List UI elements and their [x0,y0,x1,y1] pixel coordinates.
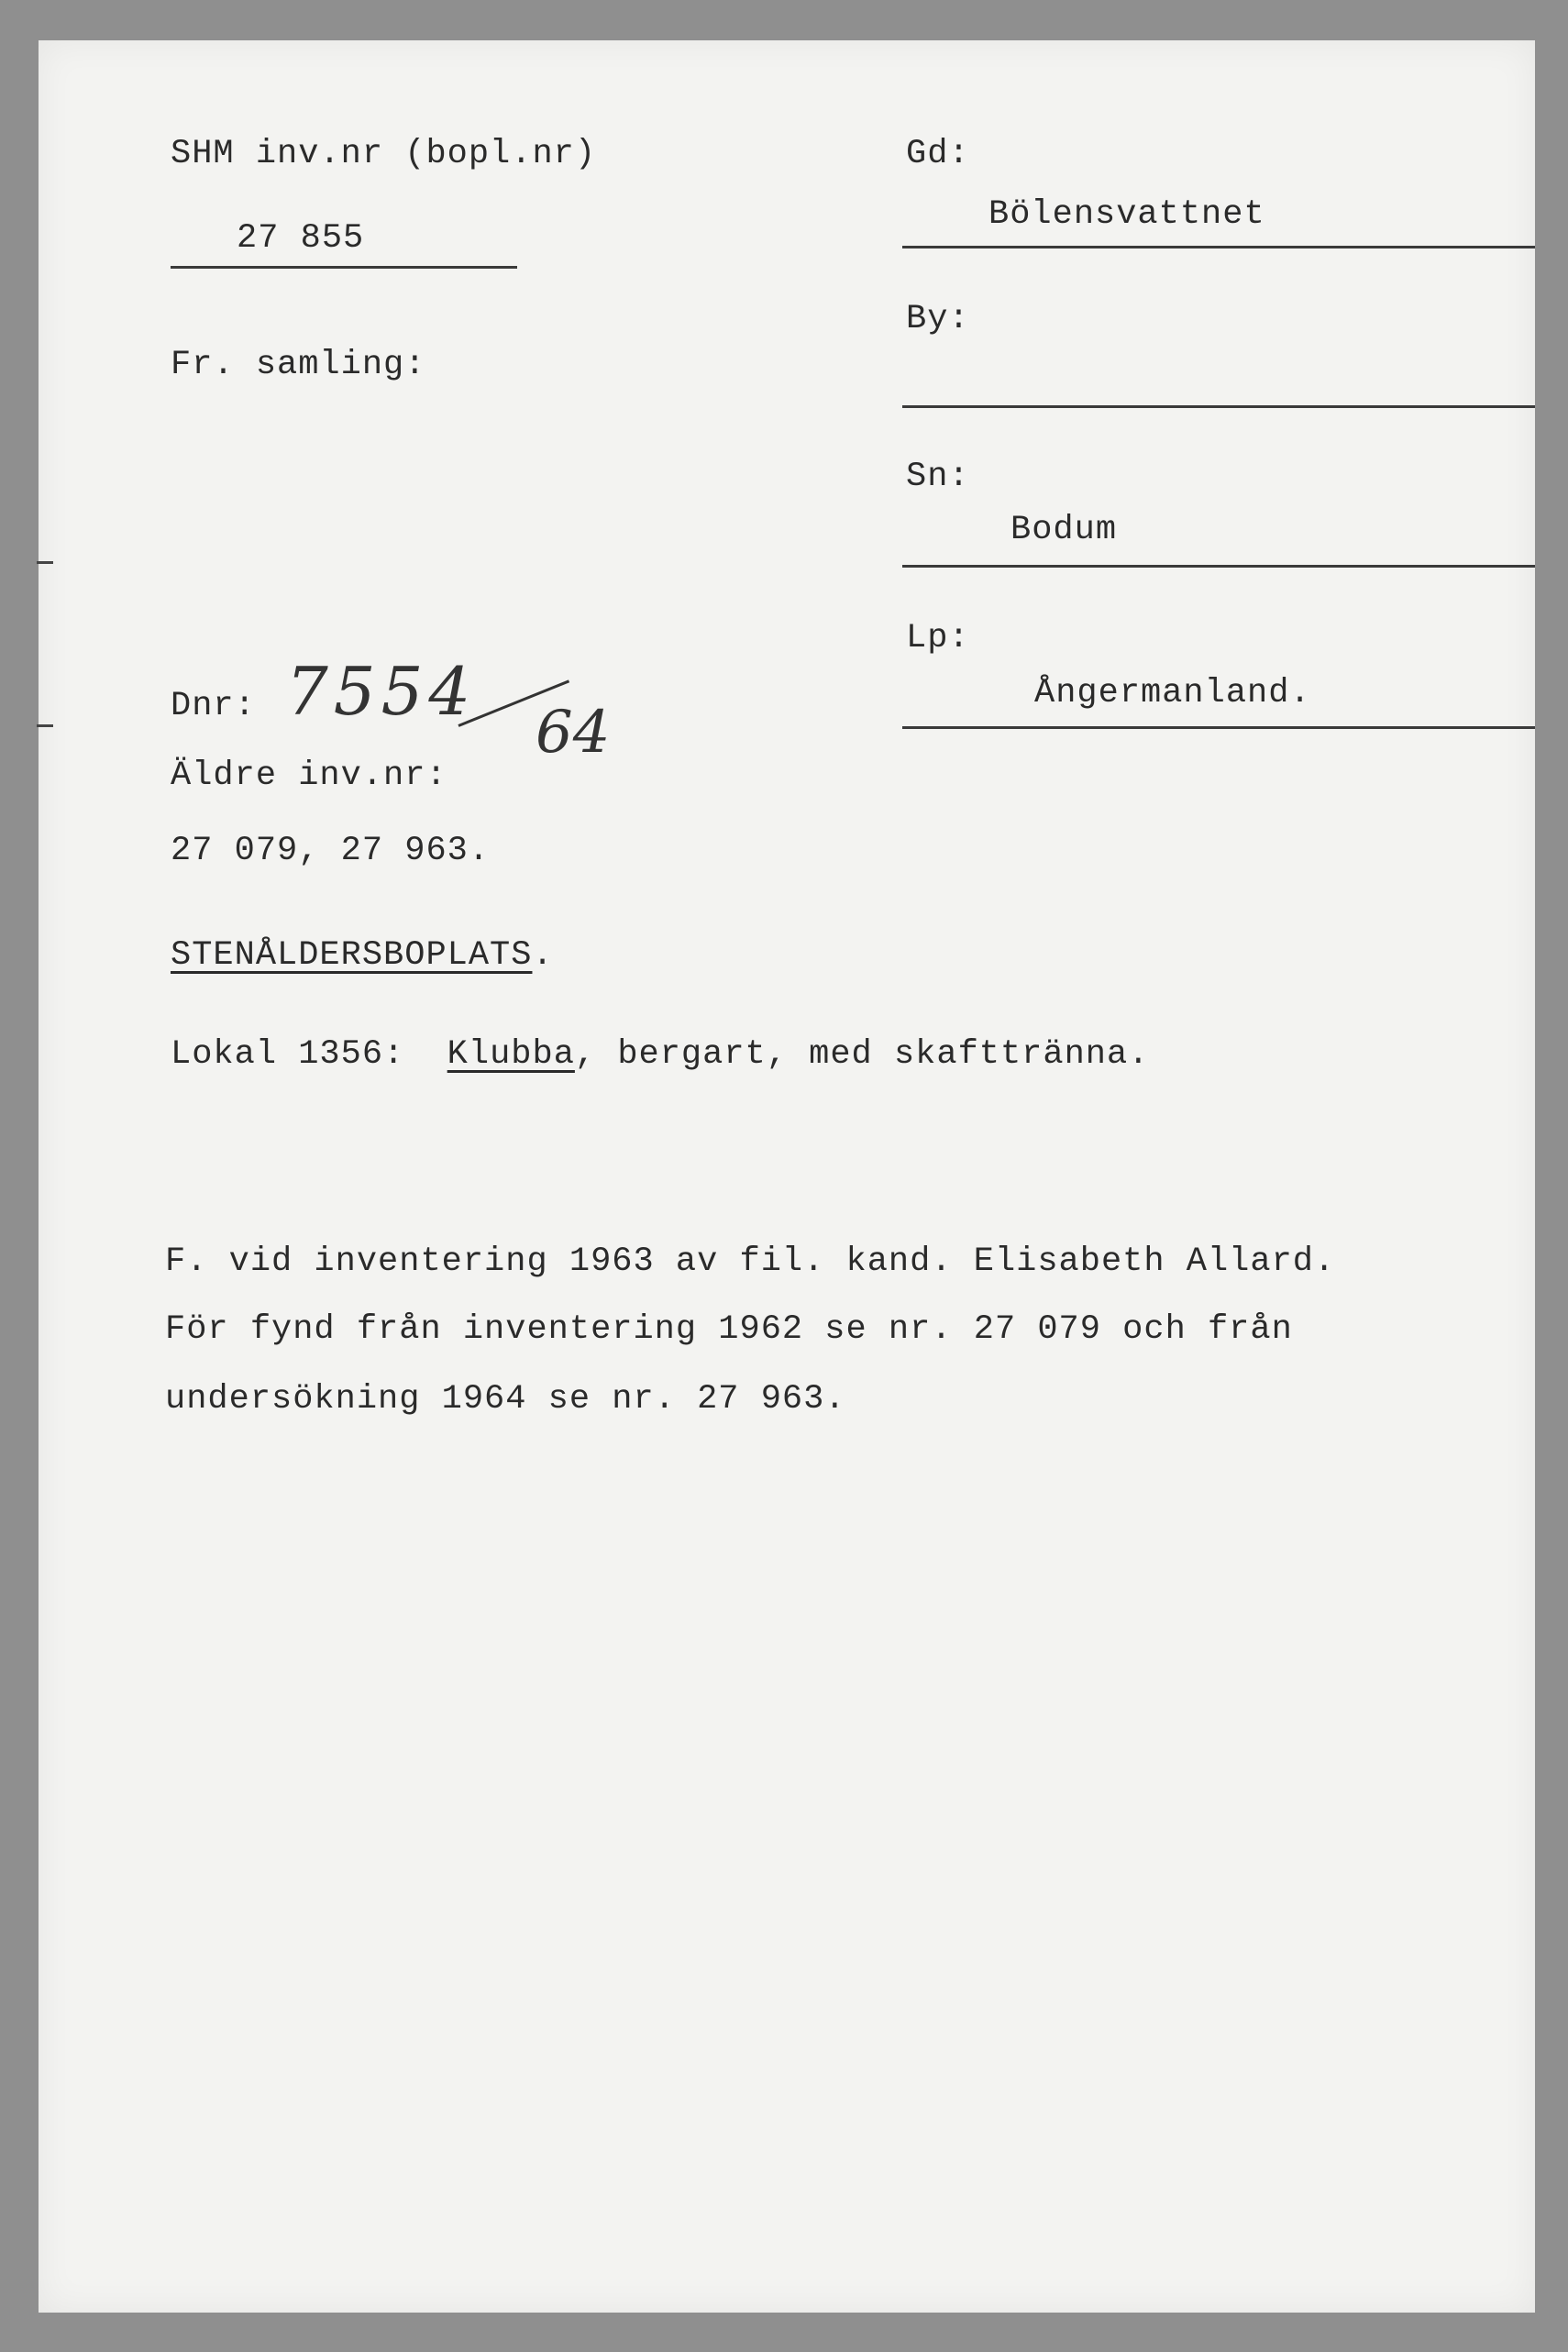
lokal-line [171,1034,1149,1075]
dnr-handwritten-number: 7554 [286,653,477,730]
by-rule [902,405,1535,408]
lp-value: Ångermanland. [1034,674,1311,712]
older-inventory-label: Äldre inv.nr: [171,756,447,795]
sn-value: Bodum [1010,511,1118,549]
gd-rule [902,246,1535,248]
inventory-number-rule [171,266,517,269]
dnr-label: Dnr: [171,687,256,725]
edge-mark [37,724,53,727]
dnr-handwritten-year: 64 [536,699,611,767]
inventory-number-label: SHM inv.nr (bopl.nr) [171,135,597,173]
category-text: STENÅLDERSBOPLATS [171,936,533,975]
gd-label: Gd: [906,135,970,173]
sn-rule [902,565,1535,568]
note-line-3: undersökning 1964 se nr. 27 963. [165,1380,846,1419]
note-line-1: F. vid inventering 1963 av fil. kand. Elisabeth Allard. [165,1242,1336,1281]
lokal-object: Klubba [447,1035,575,1074]
sn-label: Sn: [906,458,970,496]
category-heading [171,935,554,976]
edge-mark [37,561,53,564]
category-period: . [532,936,554,975]
note-line-2: För fynd från inventering 1962 se nr. 27 079 och från [165,1310,1293,1349]
lokal-prefix: Lokal 1356: [171,1035,405,1074]
lp-rule [902,726,1535,729]
gd-value: Bölensvattnet [988,195,1265,234]
lp-label: Lp: [906,619,970,657]
fr-samling-label: Fr. samling: [171,346,426,384]
lokal-description: , bergart, med skafttränna. [574,1035,1150,1074]
by-label: By: [906,300,970,338]
inventory-number-value: 27 855 [237,219,365,258]
older-inventory-values: 27 079, 27 963. [171,832,491,870]
